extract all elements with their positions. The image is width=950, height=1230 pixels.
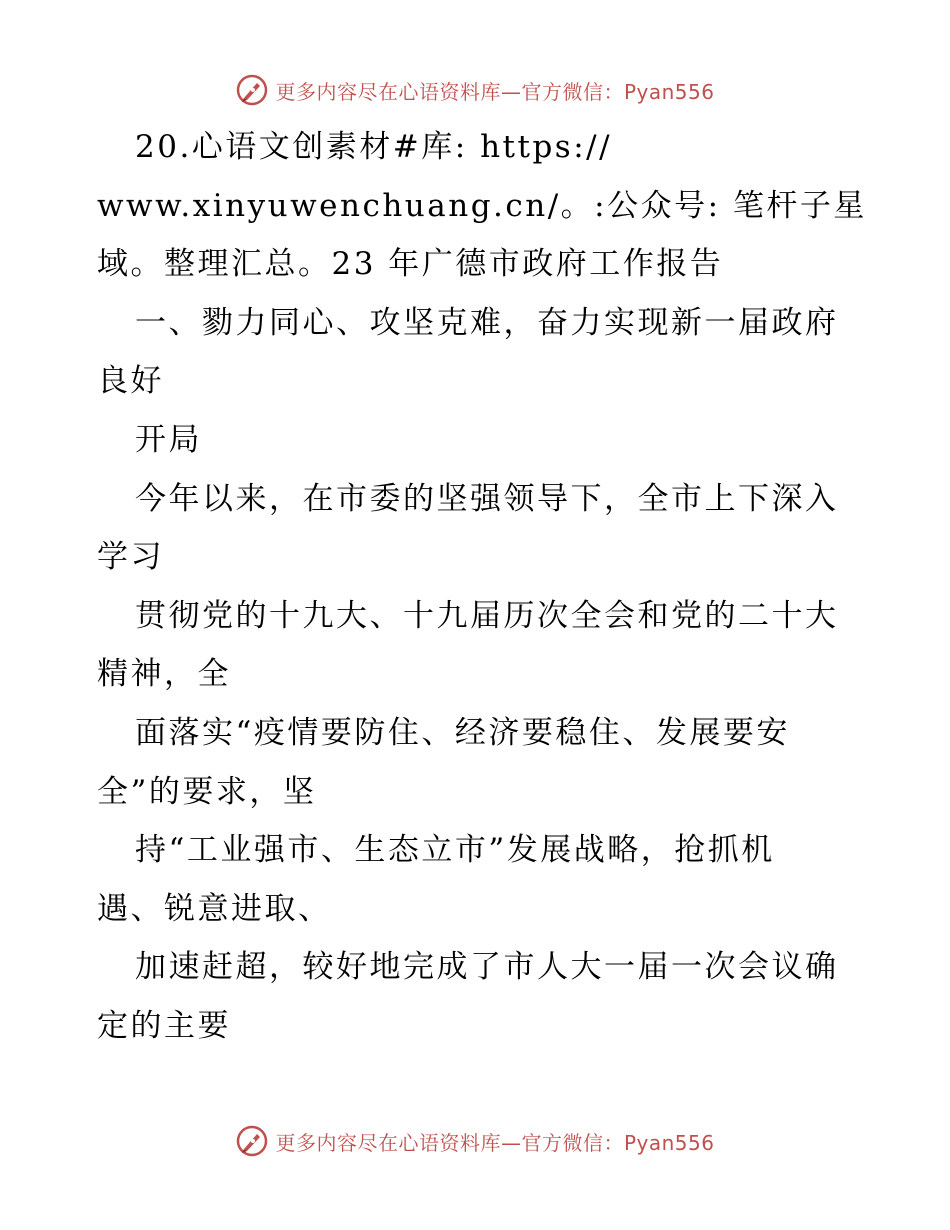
body-line: 开局 — [135, 421, 202, 458]
pen-logo-icon — [235, 1124, 269, 1158]
body-line: 精神，全 — [97, 656, 231, 693]
body-line: 良好 — [97, 363, 164, 400]
body-line: 加速赶超，较好地完成了市人大一届一次会议确 — [135, 949, 839, 986]
body-line: www.xinyuwenchuang.cn/。:公众号: 笔杆子星 — [97, 187, 867, 224]
footer-banner — [0, 1121, 950, 1161]
body-line: 20.心语文创素材#库: https:// — [135, 129, 613, 165]
body-line: 域。整理汇总。23 年广德市政府工作报告 — [97, 246, 724, 283]
body-line: 全”的要求，坚 — [97, 773, 317, 810]
document-body — [97, 118, 877, 1056]
body-line: 遇、锐意进取、 — [97, 890, 332, 927]
footer-banner-text: 更多内容尽在心语资料库—官方微信：Pyan556 — [275, 1130, 715, 1155]
body-line: 一、勠力同心、攻坚克难，奋力实现新一届政府 — [135, 304, 839, 341]
body-line: 学习 — [97, 539, 164, 576]
pen-logo-icon — [235, 73, 269, 107]
body-line: 面落实“疫情要防住、经济要稳住、发展要安 — [135, 714, 790, 751]
body-line: 今年以来，在市委的坚强领导下，全市上下深入 — [135, 480, 839, 517]
header-banner — [0, 70, 950, 110]
header-banner-text: 更多内容尽在心语资料库—官方微信：Pyan556 — [275, 79, 715, 104]
body-line: 持“工业强市、生态立市”发展战略，抢抓机 — [135, 832, 775, 869]
body-line: 定的主要 — [97, 1007, 231, 1044]
body-line: 贯彻党的十九大、十九届历次全会和党的二十大 — [135, 597, 839, 634]
